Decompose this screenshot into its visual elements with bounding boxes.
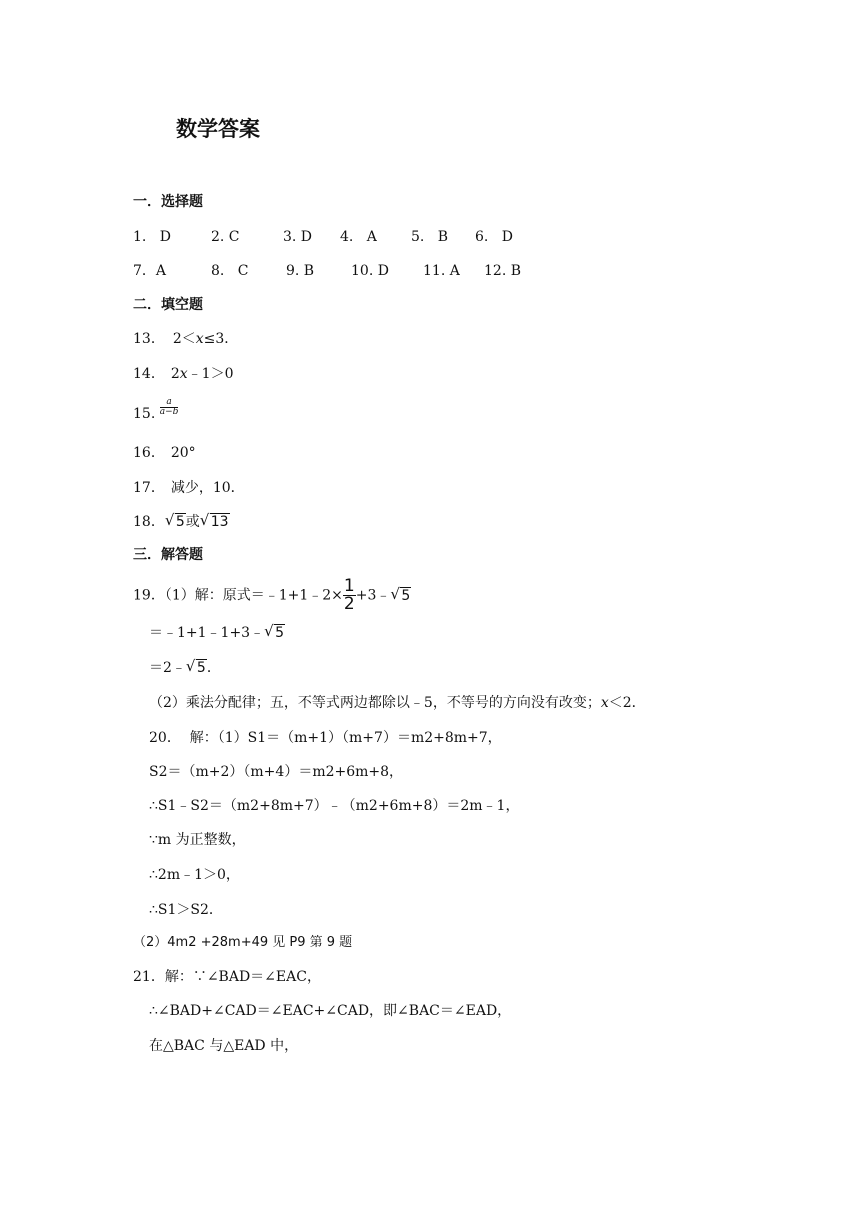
q20-part-2: （2）4m2 +28m+49 见 P9 第 9 题 xyxy=(133,935,353,950)
answer-text: ﹣1＞0 xyxy=(187,366,234,382)
variable: x xyxy=(195,331,204,347)
choice-answer: 4. A xyxy=(340,229,377,245)
fraction-denominator: 2 xyxy=(343,594,355,614)
q20-line-3: ∴S1﹣S2＝（m2+8m+7）﹣（m2+6m+8）＝2m﹣1， xyxy=(149,798,520,814)
fraction-numerator: a xyxy=(160,398,179,408)
radicand: 5 xyxy=(175,514,185,530)
question-number: 14． xyxy=(133,366,165,382)
square-root xyxy=(391,589,411,603)
solution-text: 19．（1）解：原式＝﹣1+1﹣2× xyxy=(133,587,343,604)
answer-18 xyxy=(133,515,230,529)
answer-text: 2＜ xyxy=(172,331,196,347)
radicand: 5 xyxy=(401,587,411,604)
choice-answer: 11. A xyxy=(423,263,460,279)
question-number: 17． xyxy=(133,480,165,496)
choice-answer: 3. D xyxy=(283,229,313,245)
solution-text: +3﹣ xyxy=(355,587,391,604)
solution-text: ． xyxy=(206,660,221,676)
answer-13 xyxy=(133,332,238,346)
solution-text: （2）乘法分配律；五，不等式两边都除以﹣5，不等号的方向没有改变； xyxy=(149,695,601,711)
fraction-denominator: a−b xyxy=(159,407,179,417)
answer-text: 2 xyxy=(170,366,180,382)
q21-line-2: ∴∠BAD+∠CAD＝∠EAC+∠CAD，即∠BAC＝∠EAD， xyxy=(149,1003,512,1019)
answer-16 xyxy=(133,446,196,460)
choice-answer: 2. C xyxy=(211,229,240,245)
square-root xyxy=(187,661,207,675)
solution-text: ＝﹣1+1﹣1+3﹣ xyxy=(149,625,265,641)
q20-line-1: 20． 解：（1）S1＝（m+1）（m+7）＝m2+8m+7， xyxy=(149,730,502,746)
solution-text: ＜2． xyxy=(608,695,646,711)
choice-answer: 12. B xyxy=(484,263,522,279)
fraction-numerator: 1 xyxy=(343,576,355,596)
variable: x xyxy=(600,695,609,711)
question-number: 15. xyxy=(133,405,156,422)
choice-answer: 8. C xyxy=(211,263,249,279)
square-root xyxy=(201,515,230,529)
q20-line-4: ∵m 为正整数， xyxy=(149,832,246,848)
q20-line-6: ∴S1＞S2． xyxy=(149,902,223,918)
page-title: 数学答案 xyxy=(176,117,260,141)
section-heading-solution: 三．解答题 xyxy=(133,547,203,563)
radicand: 13 xyxy=(210,514,229,530)
choice-answer: 1. D xyxy=(133,229,171,245)
choice-answer: 9. B xyxy=(286,263,315,279)
section-heading-choice: 一．选择题 xyxy=(133,194,203,210)
choice-answer: 10. D xyxy=(351,263,389,279)
q19-line-2 xyxy=(149,626,285,640)
q20-line-2: S2＝（m+2）（m+4）＝m2+6m+8， xyxy=(149,764,404,780)
answer-14 xyxy=(133,367,233,381)
q19-part-2 xyxy=(149,696,646,710)
section-heading-fill: 二．填空题 xyxy=(133,297,203,313)
question-number: 13． xyxy=(133,331,165,347)
square-root xyxy=(166,515,186,529)
answer-text: 减少，10． xyxy=(170,480,245,496)
radicand: 5 xyxy=(196,660,206,676)
q21-line-1: 21．解：∵∠BAD＝∠EAC， xyxy=(133,969,321,985)
choice-answer: 5. B xyxy=(411,229,448,245)
fraction xyxy=(343,578,356,613)
radicand: 5 xyxy=(275,625,285,641)
answer-text: 或 xyxy=(185,514,200,530)
q21-line-3: 在△BAC 与△EAD 中， xyxy=(149,1038,299,1054)
q19-line-1 xyxy=(133,578,411,613)
q19-line-3 xyxy=(149,661,221,675)
answer-text: ≤3． xyxy=(203,331,239,347)
answer-text: 20° xyxy=(170,445,196,461)
question-number: 16． xyxy=(133,445,165,461)
question-number: 18． xyxy=(133,514,165,530)
solution-text: ＝2﹣ xyxy=(149,660,186,676)
square-root xyxy=(265,626,285,640)
fraction xyxy=(160,398,179,417)
variable: x xyxy=(179,366,188,382)
choice-answer: 7．A xyxy=(133,263,167,279)
answer-17 xyxy=(133,481,245,495)
q20-line-5: ∴2m﹣1＞0， xyxy=(149,867,240,883)
answer-15 xyxy=(133,397,179,422)
choice-answer: 6. D xyxy=(475,229,513,245)
